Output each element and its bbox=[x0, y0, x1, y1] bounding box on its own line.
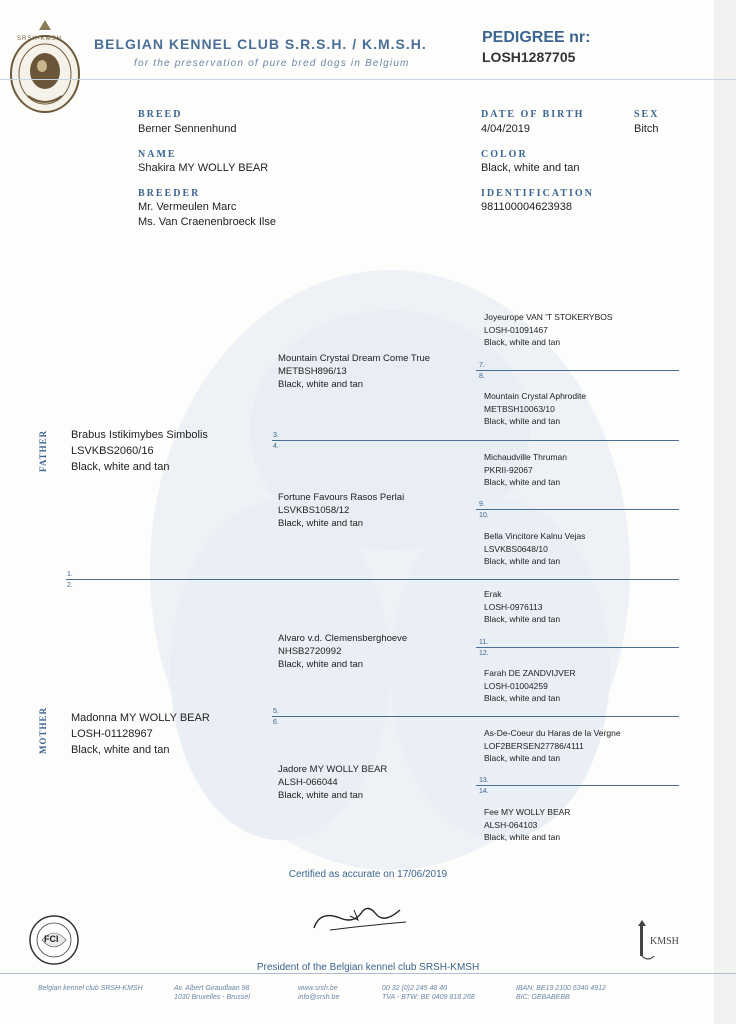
name-label: NAME bbox=[138, 149, 177, 160]
breed-value: Berner Sennenhund bbox=[138, 123, 237, 135]
dog-color: Black, white and tan bbox=[484, 693, 561, 703]
dog-registration: LSVKBS1058/12 bbox=[278, 505, 350, 516]
footer-club bbox=[38, 984, 143, 993]
sex-label: SEX bbox=[634, 109, 660, 120]
footer-website: www.srsh.be bbox=[298, 985, 338, 992]
footer-email: info@srsh.be bbox=[298, 994, 340, 1001]
line-3-4 bbox=[272, 440, 679, 441]
line-number: 5. bbox=[273, 708, 279, 715]
color-label: COLOR bbox=[481, 149, 528, 160]
dog-registration: METBSH896/13 bbox=[278, 366, 347, 377]
dog-registration: LOF2BERSEN27786/4111 bbox=[484, 740, 584, 751]
father-side-label: FATHER bbox=[38, 429, 48, 472]
club-seal-logo bbox=[6, 16, 84, 116]
great-grandparent-entry bbox=[484, 311, 613, 349]
dog-registration: LOSH-01128967 bbox=[71, 728, 153, 740]
header-divider bbox=[0, 79, 736, 80]
line-number: 14. bbox=[479, 788, 489, 795]
president-signature bbox=[310, 898, 410, 940]
line-number: 7. bbox=[479, 362, 485, 369]
dog-name: Farah DE ZANDVIJVER bbox=[484, 668, 576, 678]
line-number: 9. bbox=[479, 501, 485, 508]
dob-label: DATE OF BIRTH bbox=[481, 109, 585, 120]
great-grandparent-entry bbox=[484, 667, 576, 705]
footer-club-name: Belgian kennel club SRSH-KMSH bbox=[38, 985, 143, 992]
dog-registration: LSVKBS0648/10 bbox=[484, 543, 548, 554]
line-9-10 bbox=[476, 509, 679, 510]
mother-entry bbox=[71, 710, 210, 758]
great-grandparent-entry bbox=[484, 727, 621, 765]
sex-value: Bitch bbox=[634, 123, 659, 135]
dog-color: Black, white and tan bbox=[278, 379, 364, 390]
dob-value: 4/04/2019 bbox=[481, 123, 530, 135]
dog-color: Black, white and tan bbox=[484, 477, 561, 487]
dog-registration: PKRII-92067 bbox=[484, 464, 533, 475]
certification-text: Certified as accurate on 17/06/2019 bbox=[288, 869, 448, 880]
dog-color: Black, white and tan bbox=[484, 832, 561, 842]
line-number: 2. bbox=[67, 582, 73, 589]
footer-phone: 00 32 (0)2 245 48 40 bbox=[382, 985, 447, 992]
name-value: Shakira MY WOLLY BEAR bbox=[138, 162, 269, 174]
president-caption: President of the Belgian kennel club SRSH-KMSH bbox=[256, 962, 480, 973]
dog-name: Joyeurope VAN 'T STOKERYBOS bbox=[484, 312, 613, 322]
svg-text:KMSH: KMSH bbox=[650, 936, 679, 947]
dog-registration: LOSH-01091467 bbox=[484, 324, 548, 335]
dog-color: Black, white and tan bbox=[278, 659, 364, 670]
father-entry bbox=[71, 427, 208, 475]
footer-bic: BIC: GEBABEBB bbox=[516, 994, 570, 1001]
dog-registration: ALSH-066044 bbox=[278, 777, 338, 788]
maternal-grandmother-entry bbox=[278, 763, 387, 802]
line-number: 1. bbox=[67, 571, 73, 578]
line-number: 3. bbox=[273, 432, 279, 439]
dog-name: Alvaro v.d. Clemensberghoeve bbox=[278, 633, 408, 644]
identification-value: 981100004623938 bbox=[481, 201, 572, 213]
color-value: Black, white and tan bbox=[481, 162, 580, 174]
footer-phone-vat bbox=[382, 984, 475, 1002]
maternal-grandfather-entry bbox=[278, 632, 407, 671]
fci-logo-text: FCI bbox=[44, 934, 59, 944]
line-number: 13. bbox=[479, 777, 489, 784]
dog-name: Brabus Istikimybes Simbolis bbox=[71, 429, 208, 441]
dog-color: Black, white and tan bbox=[278, 790, 364, 801]
footer-bank bbox=[516, 984, 606, 1002]
mother-side-label: MOTHER bbox=[38, 706, 48, 754]
footer-address bbox=[174, 984, 250, 1002]
line-5-6 bbox=[272, 716, 679, 717]
dog-color: Black, white and tan bbox=[278, 518, 364, 529]
line-13-14 bbox=[476, 785, 679, 786]
footer-vat: TVA - BTW: BE 0409 818 268 bbox=[382, 994, 475, 1001]
footer-city: 1030 Bruxelles - Brussel bbox=[174, 994, 250, 1001]
dog-registration: ALSH-064103 bbox=[484, 819, 538, 830]
line-number: 12. bbox=[479, 650, 489, 657]
line-11-12 bbox=[476, 647, 679, 648]
dog-color: Black, white and tan bbox=[484, 416, 561, 426]
dog-name: Fortune Favours Rasos Perlai bbox=[278, 492, 405, 503]
dog-name: Michaudville Thruman bbox=[484, 452, 567, 462]
pedigree-label: PEDIGREE nr: bbox=[482, 29, 591, 46]
paternal-grandmother-entry bbox=[278, 491, 404, 530]
line-7-8 bbox=[476, 370, 679, 371]
dog-registration: LSVKBS2060/16 bbox=[71, 445, 154, 457]
dog-name: Erak bbox=[484, 589, 502, 599]
dog-registration: NHSB2720992 bbox=[278, 646, 342, 657]
footer-divider bbox=[0, 973, 736, 974]
identification-label: IDENTIFICATION bbox=[481, 188, 594, 199]
great-grandparent-entry bbox=[484, 451, 567, 489]
great-grandparent-entry bbox=[484, 588, 560, 626]
breeder-value-1: Mr. Vermeulen Marc bbox=[138, 201, 237, 213]
line-number: 6. bbox=[273, 719, 279, 726]
footer-street: Av. Albert Giraudlaan 98 bbox=[174, 985, 250, 992]
paternal-grandfather-entry bbox=[278, 352, 430, 391]
dog-color: Black, white and tan bbox=[71, 744, 170, 756]
dog-color: Black, white and tan bbox=[71, 461, 170, 473]
club-subtitle: for the preservation of pure bred dogs in Belgium bbox=[134, 58, 410, 69]
pedigree-number: LOSH1287705 bbox=[482, 49, 576, 65]
breed-label: BREED bbox=[138, 109, 183, 120]
breeder-value-2: Ms. Van Craenenbroeck Ilse bbox=[138, 216, 276, 228]
dog-color: Black, white and tan bbox=[484, 556, 561, 566]
club-name: BELGIAN KENNEL CLUB S.R.S.H. / K.M.S.H. bbox=[94, 36, 427, 52]
dog-color: Black, white and tan bbox=[484, 614, 561, 624]
line-number: 11. bbox=[479, 639, 489, 646]
dog-name: Fee MY WOLLY BEAR bbox=[484, 807, 571, 817]
great-grandparent-entry bbox=[484, 530, 585, 568]
club-monogram-logo bbox=[634, 918, 686, 966]
dog-registration: LOSH-01004259 bbox=[484, 680, 548, 691]
seal-text: SRSH-KMSH bbox=[17, 36, 63, 42]
line-number: 4. bbox=[273, 443, 279, 450]
great-grandparent-entry bbox=[484, 390, 586, 428]
great-grandparent-entry bbox=[484, 806, 570, 844]
line-number: 10. bbox=[479, 512, 489, 519]
breeder-label: BREEDER bbox=[138, 188, 201, 199]
dog-color: Black, white and tan bbox=[484, 753, 561, 763]
dog-name: As-De-Coeur du Haras de la Vergne bbox=[484, 728, 621, 738]
dog-name: Madonna MY WOLLY BEAR bbox=[71, 712, 210, 724]
dog-name: Jadore MY WOLLY BEAR bbox=[278, 764, 388, 775]
dog-registration: LOSH-0976113 bbox=[484, 601, 543, 612]
footer-iban: IBAN: BE19 2100 6340 4912 bbox=[516, 985, 606, 992]
dog-registration: METBSH10063/10 bbox=[484, 403, 555, 414]
dog-name: Bella Vincitore Kalnu Vejas bbox=[484, 531, 586, 541]
dog-name: Mountain Crystal Aphrodite bbox=[484, 391, 587, 401]
dog-name: Mountain Crystal Dream Come True bbox=[278, 353, 431, 364]
dog-color: Black, white and tan bbox=[484, 337, 561, 347]
line-number: 8. bbox=[479, 373, 485, 380]
footer-web bbox=[298, 984, 339, 1002]
line-1-2 bbox=[66, 579, 679, 580]
